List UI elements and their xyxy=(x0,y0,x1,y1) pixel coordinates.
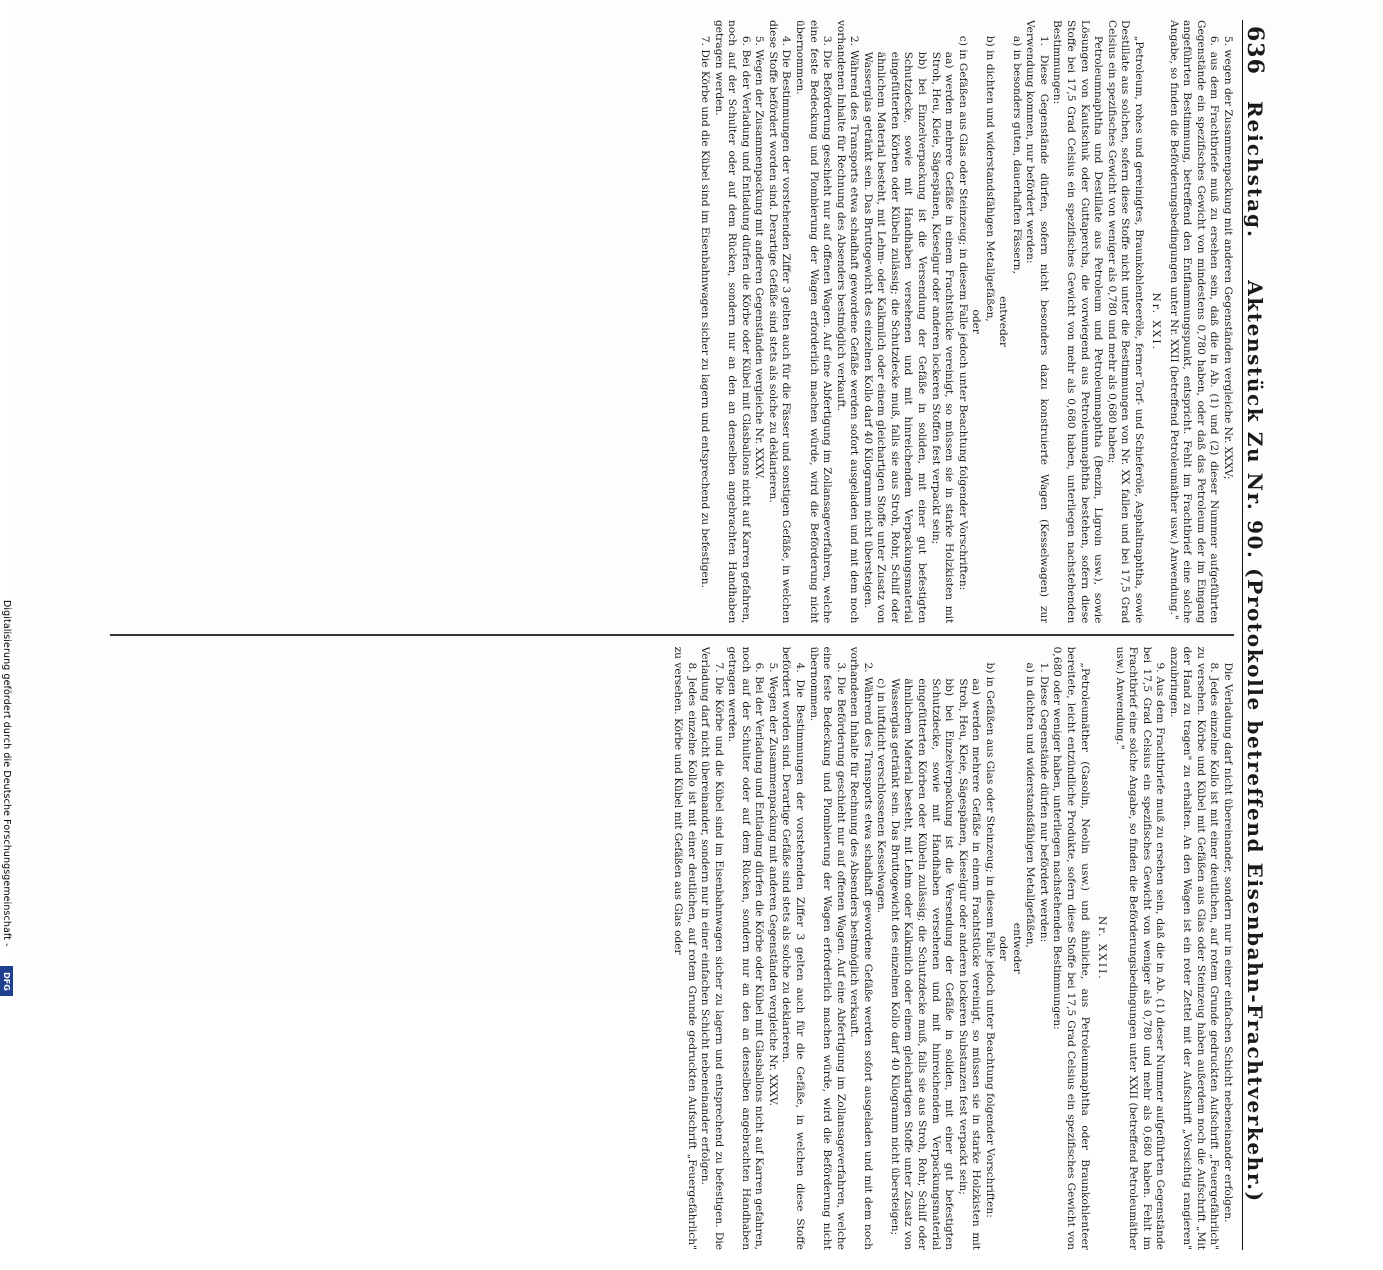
right-column xyxy=(110,647,1234,1250)
section-heading: Nr. XXI. xyxy=(1150,292,1163,351)
dfg-logo-text: DFG xyxy=(2,971,12,991)
paragraph: 1. Diese Gegenstände dürfen nur befördert werden: xyxy=(1037,662,1050,943)
paragraph: 7. Die Körbe und die Kübel sind im Eisenbahnwagen sicher zu lagern und entsprechend zu befestigen. xyxy=(699,35,712,588)
paragraph: Petroleumnaphtha und Destillate aus Petroleum und Petroleumnaphtha (Benzin, Ligroin usw.), sowie Lösungen von Kautschuk oder Guttapercha, die vorwiegend aus Petroleumnaphtha bestehen, sofern diese Stoffe bei 17,5 Grad Celsius ein spezifisches Gewicht von mehr als 0,680 haben, unterliegen nachstehenden Bestimmungen: xyxy=(1051,20,1105,624)
column-divider xyxy=(110,634,1234,635)
paragraph: b) in Gefäßen aus Glas oder Steinzeug; in diesem Falle jedoch unter Beachtung folgender Vorschriften: xyxy=(983,662,996,1218)
paragraph: 2. Während des Transports etwa schadhaft gewordene Gefäße werden sofort ausgeladen und mit dem noch vorhandenen Inhalte für Rechnung des Absenders bestmöglich verkauft. xyxy=(834,20,861,624)
page-number: 636 xyxy=(1241,26,1268,75)
text-columns xyxy=(110,20,1242,1250)
paragraph: 5. Wegen der Zusammenpackung mit anderen Gegenständen vergleiche Nr. XXXV. xyxy=(753,35,766,480)
paragraph: 6. aus dem Frachtbriefe muß zu ersehen sein, daß die in Ab. (1) und (2) dieser Nummer aufgeführten Gegenstände ein spezifisches Gewicht von mindestens 0,780 haben, oder daß das Petroleum der im Eingang angeführten Bestimmung, betreffend den Entflammungspunkt, entspricht. Fehlt im Frachtbrief eine solche Angabe, so finden die Beförderungsbedingungen unter Nr. XXII (betreffend Petroleumäther usw.) Anwendung." xyxy=(1167,20,1221,624)
rotated-document-page xyxy=(100,0,1290,1270)
dfg-logo xyxy=(0,966,13,996)
paragraph: aa) werden mehrere Gefäße in einem Frachtstücke vereinigt, so müssen sie in starke Holzkisten mit Stroh, Heu, Kleie, Sägespänen, Kieselgur oder anderen lockeren Substanzen fest verpackt sein; xyxy=(956,678,983,1251)
page-header xyxy=(1242,20,1276,1250)
header-section: Reichstag. xyxy=(1242,100,1267,240)
paragraph: 3. Die Beförderung geschieht nur auf offenen Wagen. Auf eine Abfertigung im Zollansageverfahren, welche eine feste Bedeckung und Plombierung der Wagen erforderlich machen würde, wird die Beförderung nicht übernommen. xyxy=(807,646,847,1251)
paragraph: 9. Aus dem Frachtbriefe muß zu ersehen sein, daß die in Ab. (1) dieser Nummer aufgeführten Gegenstände bei 17,5 Grad Celsius ein spezifisches Gewicht von weniger als 0,780 und mehr als 0,680 haben. Fehlt im Frachtbrief eine solche Angabe, so finden die Beförderungsbedingungen unter XXII (betreffend Petroleumäther usw.) Anwendung." xyxy=(1113,646,1167,1251)
paragraph: 7. Die Körbe und die Kübel sind im Eisenbahnwagen sicher zu lagern und entsprechend zu befestigen. Die Verladung darf nicht übereinander, sondern nur in einer einfachen Schicht nebeneinander erfolgen. xyxy=(699,646,725,1251)
paragraph: 8. Jedes einzelne Kollo ist mit einer deutlichen, auf rotem Grunde gedruckten Aufschrift „Feuergefährlich" zu versehen. Körbe und Kübel mit Gefäßen aus Glas oder Steinzeug haben außerdem noch die Aufschrift „Mit der Hand zu tragen" zu erhalten. An den Wagen ist ein roter Zettel mit der Aufschrift „Vorsichtig rangieren" anzubringen. xyxy=(1167,646,1221,1251)
paragraph: Die Verladung darf nicht übereinander, sondern nur in einer einfachen Schicht nebeneinander erfolgen. xyxy=(1222,662,1234,1223)
digitization-credit: Digitalisierung gefördert durch die Deutsche Forschungsgemeinschaft - xyxy=(1,600,12,947)
paragraph: 5. Wegen der Zusammenpackung mit anderen Gegenständen vergleiche Nr. XXXV. xyxy=(766,662,779,1107)
paragraph: „Petroleum, rohes und gereinigtes, Braunkohlenteeröle, ferner Torf- und Schieferöle, Asphaltnaphtha, sowie Destillate aus solchen, sofern diese Stoffe nicht unter die Bestimmungen von Nr. XX fallen und bei 17,5 Grad Celsius ein spezifisches Gewicht von weniger als 0,780 und mehr als 0,680 haben; xyxy=(1105,20,1145,624)
paragraph: b) in dichten und widerstandsfähigen Metallgefäßen, xyxy=(983,35,996,322)
paragraph: c) in luftdicht verschlossenen Kesselwagen. xyxy=(875,678,888,914)
paragraph: bb) bei Einzelverpackung ist die Versendung der Gefäße in soliden, mit einer gut befestigten Schutzdecke, sowie mit Handhaben versehenen und mit hinreichendem Verpackungsmaterial eingefütterten Körben oder Kübeln zulässig; die Schutzdecke muß, falls sie aus Stroh, Rohr, Schilf oder ähnlichem Material besteht, mit Lehm- oder Kalkmilch oder einem gleichartigen Stoffe unter Zusatz von Wasserglas getränkt sein. Das Bruttogewicht des einzelnen Kollo darf 40 Kilogramm nicht übersteigen. xyxy=(861,51,928,624)
paragraph: bb) bei Einzelverpackung ist die Versendung der Gefäße in soliden, mit einer gut befestigten Schutzdecke, sowie mit Handhaben versehenen und mit hinreichendem Verpackungsmaterial eingefütterten Körben oder Kübeln zulässig; die Schutzdecke muß, falls sie aus Stroh, Rohr, Schilf oder ähnlichem Material besteht, mit Lehm oder Kalkmilch oder einem gleichartigen Stoffe unter Zusatz von Wasserglas getränkt sein. Das Bruttogewicht des einzelnen Kollo darf 40 Kilogramm nicht übersteigen; xyxy=(888,678,956,1251)
paragraph: 4. Die Bestimmungen der vorstehenden Ziffer 3 gelten auch für die Gefäße, in welchen diese Stoffe befördert worden sind. Derartige Gefäße sind stets als solche zu deklarieren. xyxy=(780,646,807,1251)
paragraph: c) in Gefäßen aus Glas oder Steinzeug; in diesem Falle jedoch unter Beachtung folgender Vorschriften: xyxy=(956,35,969,591)
left-column xyxy=(110,20,1234,623)
paragraph: a) in besonders guten, dauerhaften Fässern, xyxy=(1010,35,1023,274)
paragraph: „Petroleumäther (Gasolin, Neolin usw.) und ähnliche, aus Petroleumnaphtha oder Braunkohlenteer bereitete, leicht entzündliche Produkte, sofern diese Stoffe bei 17,5 Grad Celsius ein spezifisches Gewicht von 0,680 oder weniger haben, unterliegen nachstehenden Bestimmungen: xyxy=(1051,646,1091,1251)
header-title: Aktenstück Zu Nr. 90. (Protokolle betreffend Eisenbahn-Frachtverkehr.) xyxy=(1242,280,1267,1203)
paragraph: aa) werden mehrere Gefäße in einem Frachtstücke vereinigt, so müssen sie in starke Holzkisten mit Stroh, Heu, Kleie, Sägespänen, Kieselgur oder anderen lockeren Stoffen fest verpackt sein; xyxy=(929,51,956,624)
digitization-strip xyxy=(0,0,14,1000)
paragraph: 3. Die Beförderung geschieht nur auf offenen Wagen. Auf eine Abfertigung im Zollansageverfahren, welche eine feste Bedeckung und Plombierung der Wagen erforderlich machen würde, wird die Beförderung nicht übernommen. xyxy=(794,20,834,624)
paragraph: 6. Bei der Verladung und Entladung dürfen die Körbe oder Kübel mit Glasballons nicht auf Karren gefahren, noch auf der Schulter oder auf dem Rücken, sondern nur an den an denselben angebrachten Handhaben getragen werden. xyxy=(712,20,752,624)
paragraph: 5. wegen der Zusammenpackung mit anderen Gegenständen vergleiche Nr. XXXV; xyxy=(1222,35,1234,480)
paragraph: 8. Jedes einzelne Kollo ist mit einer deutlichen, auf rotem Grunde gedruckten Aufschrift „Feuergefährlich" zu versehen. Körbe und Kübel mit Gefäßen aus Glas oder xyxy=(672,646,698,1251)
section-heading: Nr. XXII. xyxy=(1096,915,1109,981)
paragraph: 1. Diese Gegenstände dürfen, sofern nicht besonders dazu konstruierte Wagen (Kesselwagen) zur Verwendung kommen, nur befördert werden: xyxy=(1024,20,1050,624)
paragraph: a) in dichten und widerstandsfähigen Metallgefäßen, xyxy=(1024,662,1037,948)
paragraph: 2. Während des Transports etwa schadhaft gewordene Gefäße werden sofort ausgeladen und mit dem noch vorhandenen Inhalte für Rechnung des Absenders bestmöglich verkauft. xyxy=(848,646,874,1251)
paragraph: 4. Die Bestimmungen der vorstehenden Ziffer 3 gelten auch für die Fässer und sonstigen Gefäße, in welchen diese Stoffe befördert worden sind. Derartige Gefäße sind stets als solche zu deklarieren. xyxy=(766,20,793,624)
paragraph: oder xyxy=(970,309,983,334)
paragraph: oder xyxy=(997,936,1010,961)
paragraph: 6. Bei der Verladung und Entladung dürfen die Körbe oder Kübel mit Glasballons nicht auf Karren gefahren, noch auf der Schulter oder auf dem Rücken, sondern nur an den an denselben angebrachten Handhaben getragen werden. xyxy=(726,646,766,1251)
paragraph: entweder xyxy=(997,296,1010,348)
paragraph: entweder xyxy=(1010,922,1023,974)
